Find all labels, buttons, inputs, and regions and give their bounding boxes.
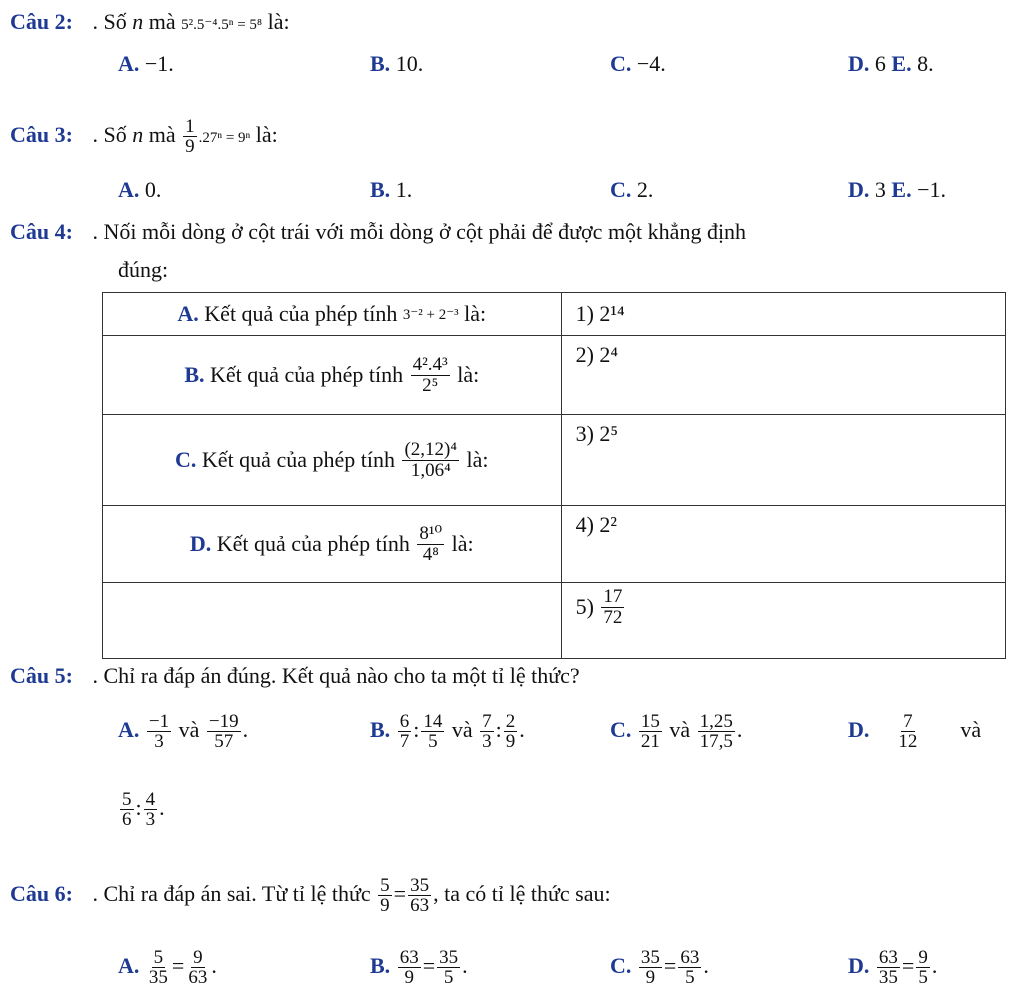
q5-a-f1n: −1 (148, 710, 170, 732)
question-3-var: n (132, 122, 144, 147)
q6-a-n1: 5 (153, 946, 164, 968)
q6-option-c-key: C. (610, 953, 632, 978)
right-item-5-num: 17 (603, 586, 623, 607)
q5-a-f2d: 57 (214, 731, 234, 753)
right-item-1: 1) 2¹⁴ (575, 301, 625, 326)
row-b-key: B. (184, 362, 205, 387)
q2-option-c-key: C. (610, 51, 632, 76)
question-4 (10, 218, 746, 246)
q5-option-d[interactable] (848, 700, 981, 760)
q3-option-c-key: C. (610, 177, 632, 202)
q3-option-c[interactable] (610, 176, 653, 204)
q6-option-a[interactable]: A. $\frac{5}{35}$ = $\frac{9}{63}$ . (118, 946, 217, 989)
q5-a-frac1 (147, 712, 171, 753)
table-row (103, 506, 1006, 583)
question-3 (10, 110, 278, 163)
table-row (103, 336, 1006, 415)
q6-option-b[interactable]: B. $\frac{63}{9}$ = $\frac{35}{5}$ . (370, 946, 468, 989)
q6-c-d2: 5 (685, 967, 695, 989)
table-row (103, 583, 1006, 659)
row-c-key: C. (175, 447, 197, 472)
q6-c-frac2 (678, 948, 701, 989)
q6-option-b-key: B. (370, 953, 391, 978)
right-item-2: 2) 2⁴ (575, 342, 619, 367)
q5-b-frac3 (480, 712, 494, 753)
q5-c-frac2 (698, 712, 735, 753)
row-b-num: 4².4³ (412, 353, 448, 375)
q5-a-f2n: −19 (208, 710, 239, 732)
question-6: Câu 6: . Chỉ ra đáp án sai. Từ tỉ lệ thức $\frac{5}{9}$ = $\frac{35}{63}$ , ta có tỉ lệ thức sau: (10, 874, 611, 917)
row-b-den: 2⁵ (422, 374, 439, 396)
right-item-5-fraction (601, 587, 624, 628)
q5-c-f1n: 15 (640, 710, 660, 732)
q5-b-f2d: 5 (428, 731, 438, 753)
q5-b-f1d: 7 (399, 731, 410, 753)
q5-b-f4n: 2 (505, 710, 516, 732)
q5-c-f2d: 17,5 (699, 731, 733, 753)
q2-option-a-text: −1. (144, 51, 174, 76)
q5-option-a-key: A. (118, 717, 140, 742)
q2-option-a-key: A. (118, 51, 140, 76)
table-row (103, 415, 1006, 506)
q5-b-and: và (451, 717, 473, 742)
q5-b-f4d: 9 (505, 731, 516, 753)
row-c-text: Kết quả của phép tính (201, 447, 395, 472)
row-b-fraction (411, 355, 450, 396)
q5-d-f1d: 12 (898, 731, 918, 753)
row-a-text: Kết quả của phép tính (204, 301, 398, 326)
q5-d-f2d: 6 (122, 809, 132, 831)
q5-c-frac1 (639, 712, 662, 753)
table-cell-right-5 (561, 583, 1005, 659)
q6-c-frac1 (639, 948, 662, 989)
q5-a-frac2 (207, 712, 241, 753)
q5-d-f3d: 3 (145, 809, 156, 831)
q2-option-c[interactable] (610, 50, 666, 78)
table-cell-left-d (103, 506, 562, 583)
q5-option-d-continued: $\frac{5}{6}$ : $\frac{4}{3}$ . (122, 788, 165, 831)
question-4-stem-line1: . Nối mỗi dòng ở cột trái với mỗi dòng ở cột phải để được một khẳng định (92, 219, 747, 244)
q5-option-d-key: D. (848, 717, 870, 742)
q5-c-and: và (669, 717, 691, 742)
row-d-fraction (417, 524, 444, 565)
row-d-num: 8¹⁰ (419, 522, 443, 544)
row-a-key: A. (177, 301, 199, 326)
q6-a-d1: 35 (148, 967, 168, 989)
question-2-expr: 5².5⁻⁴.5ⁿ = 5⁸ (181, 17, 263, 33)
q3-option-d-key: D. (848, 177, 870, 202)
question-4-stem-line2: đúng: (118, 257, 169, 282)
right-item-5-den: 72 (603, 606, 623, 628)
question-3-fraction (183, 117, 197, 158)
q6-option-a-key: A. (118, 953, 140, 978)
question-3-ma: mà (148, 122, 176, 147)
question-2-stem: . Số (92, 9, 127, 34)
q6-a-frac1 (147, 948, 170, 989)
q2-option-b-key: B. (370, 51, 391, 76)
q5-option-b[interactable]: B. $\frac{6}{7}$ : $\frac{14}{5}$ và $\frac{7}{3}$ : $\frac{2}{9}$ . (370, 710, 525, 753)
table-cell-left-empty (103, 583, 562, 659)
question-3-label: Câu 3: (10, 122, 73, 147)
q5-d-f2n: 5 (122, 788, 132, 810)
q6-option-d[interactable]: D. $\frac{63}{35}$ = $\frac{9}{5}$ . (848, 946, 938, 989)
q2-option-d-key: D. (848, 51, 870, 76)
row-d-text: Kết quả của phép tính (216, 531, 410, 556)
q6-c-d1: 9 (645, 967, 656, 989)
q3-option-a-key: A. (118, 177, 140, 202)
row-c-tail: là: (466, 447, 489, 472)
table-cell-right-3 (561, 415, 1005, 506)
q3-option-c-text: 2. (636, 177, 654, 202)
row-a-expr: 3⁻² + 2⁻³ (402, 306, 459, 323)
q3-option-e-key: E. (891, 177, 912, 202)
question-4-label: Câu 4: (10, 219, 73, 244)
q6-d-d1: 35 (878, 967, 898, 989)
q6-a-n2: 9 (193, 946, 203, 968)
q6-d-n2: 9 (918, 946, 928, 968)
question-3-tail: là: (255, 122, 278, 147)
question-3-stem: . Số (92, 122, 127, 147)
q5-option-a[interactable]: A. $\frac{-1}{3}$ và $\frac{-19}{57}$ . (118, 710, 249, 753)
q5-c-f2n: 1,25 (699, 710, 733, 732)
q5-b-f2n: 14 (423, 710, 443, 732)
q5-option-c-key: C. (610, 717, 632, 742)
q6-b-frac1 (398, 948, 421, 989)
q2-option-b[interactable] (370, 50, 423, 78)
matching-table (102, 292, 1006, 659)
q6-b-d2: 5 (443, 967, 454, 989)
question-6-label: Câu 6: (10, 881, 73, 906)
row-d-den: 4⁸ (422, 543, 439, 565)
table-cell-left-a (103, 293, 562, 336)
question-6-stem: . Chỉ ra đáp án sai. Từ tỉ lệ thức (92, 881, 371, 906)
q5-a-f1d: 3 (154, 731, 164, 753)
q6-option-d-key: D. (848, 953, 870, 978)
table-cell-right-4 (561, 506, 1005, 583)
q6-c-n1: 35 (640, 946, 660, 968)
q2-option-d[interactable] (848, 50, 934, 78)
row-a-tail: là: (464, 301, 487, 326)
q5-a-and: và (178, 717, 200, 742)
question-2-var: n (132, 9, 144, 34)
row-d-tail: là: (451, 531, 474, 556)
q6-premise-frac2 (408, 876, 431, 917)
q6-d-frac1 (877, 948, 900, 989)
row-c-fraction (402, 440, 459, 481)
q5-b-frac4 (504, 712, 518, 753)
q6-a-frac2 (186, 948, 209, 989)
table-cell-left-b (103, 336, 562, 415)
q6-pd1: 9 (380, 895, 390, 917)
table-cell-right-2 (561, 336, 1005, 415)
q3-option-d[interactable] (848, 176, 946, 204)
q6-b-frac2 (437, 948, 460, 989)
q2-option-b-text: 10. (395, 51, 424, 76)
q3-option-a-text: 0. (144, 177, 162, 202)
q5-d-f3n: 4 (145, 788, 156, 810)
q5-d-frac3 (144, 790, 158, 831)
row-c-den: 1,06⁴ (410, 459, 451, 481)
q6-pd2: 63 (410, 895, 430, 917)
right-item-4: 4) 2² (575, 512, 617, 537)
q5-b-f3d: 3 (482, 731, 492, 753)
table-cell-left-c (103, 415, 562, 506)
q6-a-d2: 63 (188, 967, 208, 989)
q5-c-f1d: 21 (640, 731, 660, 753)
q5-b-f1n: 6 (399, 710, 410, 732)
row-b-tail: là: (457, 362, 480, 387)
q6-d-frac2 (916, 948, 930, 989)
q5-d-frac1 (896, 712, 919, 753)
q2-option-d-text: 6 (874, 51, 886, 76)
q6-pn1: 5 (380, 874, 390, 896)
q6-d-n1: 63 (878, 946, 898, 968)
q6-premise-frac1 (378, 876, 392, 917)
table-row (103, 293, 1006, 336)
q5-b-frac1 (398, 712, 412, 753)
right-item-5-prefix: 5) (575, 594, 594, 620)
q6-b-n2: 35 (439, 946, 459, 968)
table-cell-right-1 (561, 293, 1005, 336)
question-3-frac-num: 1 (185, 115, 195, 137)
q3-option-a[interactable] (118, 176, 161, 204)
question-3-expr: .27ⁿ = 9ⁿ (198, 130, 251, 146)
q5-d-and: và (960, 717, 982, 742)
q5-d-f1n: 7 (903, 710, 913, 732)
q5-b-frac2 (421, 712, 444, 753)
question-6-stem-tail: , ta có tỉ lệ thức sau: (433, 881, 611, 906)
q3-option-b[interactable] (370, 176, 412, 204)
q5-d-frac2 (120, 790, 134, 831)
q2-option-c-text: −4. (636, 51, 666, 76)
q3-option-b-key: B. (370, 177, 391, 202)
q5-option-c[interactable]: C. $\frac{15}{21}$ và $\frac{1,25}{17,5}$ . (610, 710, 743, 753)
q6-c-n2: 63 (680, 946, 700, 968)
q2-option-a[interactable] (118, 50, 174, 78)
question-5-label: Câu 5: (10, 663, 73, 688)
row-b-text: Kết quả của phép tính (210, 362, 404, 387)
q3-option-d-text: 3 (874, 177, 886, 202)
question-2 (10, 8, 290, 39)
row-c-num: (2,12)⁴ (404, 438, 458, 460)
right-item-3: 3) 2⁵ (575, 421, 619, 446)
q3-option-e-text: −1. (917, 177, 946, 202)
q5-b-f3n: 7 (482, 710, 492, 732)
q6-option-c[interactable]: C. $\frac{35}{9}$ = $\frac{63}{5}$ . (610, 946, 709, 989)
q6-b-n1: 63 (399, 946, 419, 968)
q5-option-b-key: B. (370, 717, 391, 742)
row-d-key: D. (189, 531, 212, 556)
question-2-tail: là: (267, 9, 290, 34)
q2-option-e-key: E. (891, 51, 912, 76)
question-2-label: Câu 2: (10, 9, 73, 34)
q6-pn2: 35 (410, 874, 430, 896)
question-2-ma: mà (148, 9, 176, 34)
question-5-stem: . Chỉ ra đáp án đúng. Kết quả nào cho ta một tỉ lệ thức? (92, 663, 580, 688)
q6-b-d1: 9 (404, 967, 414, 989)
q3-option-b-text: 1. (395, 177, 413, 202)
question-3-frac-den: 9 (185, 136, 195, 158)
q6-d-d2: 5 (918, 967, 928, 989)
question-5 (10, 662, 580, 690)
q2-option-e-text: 8. (917, 51, 934, 76)
